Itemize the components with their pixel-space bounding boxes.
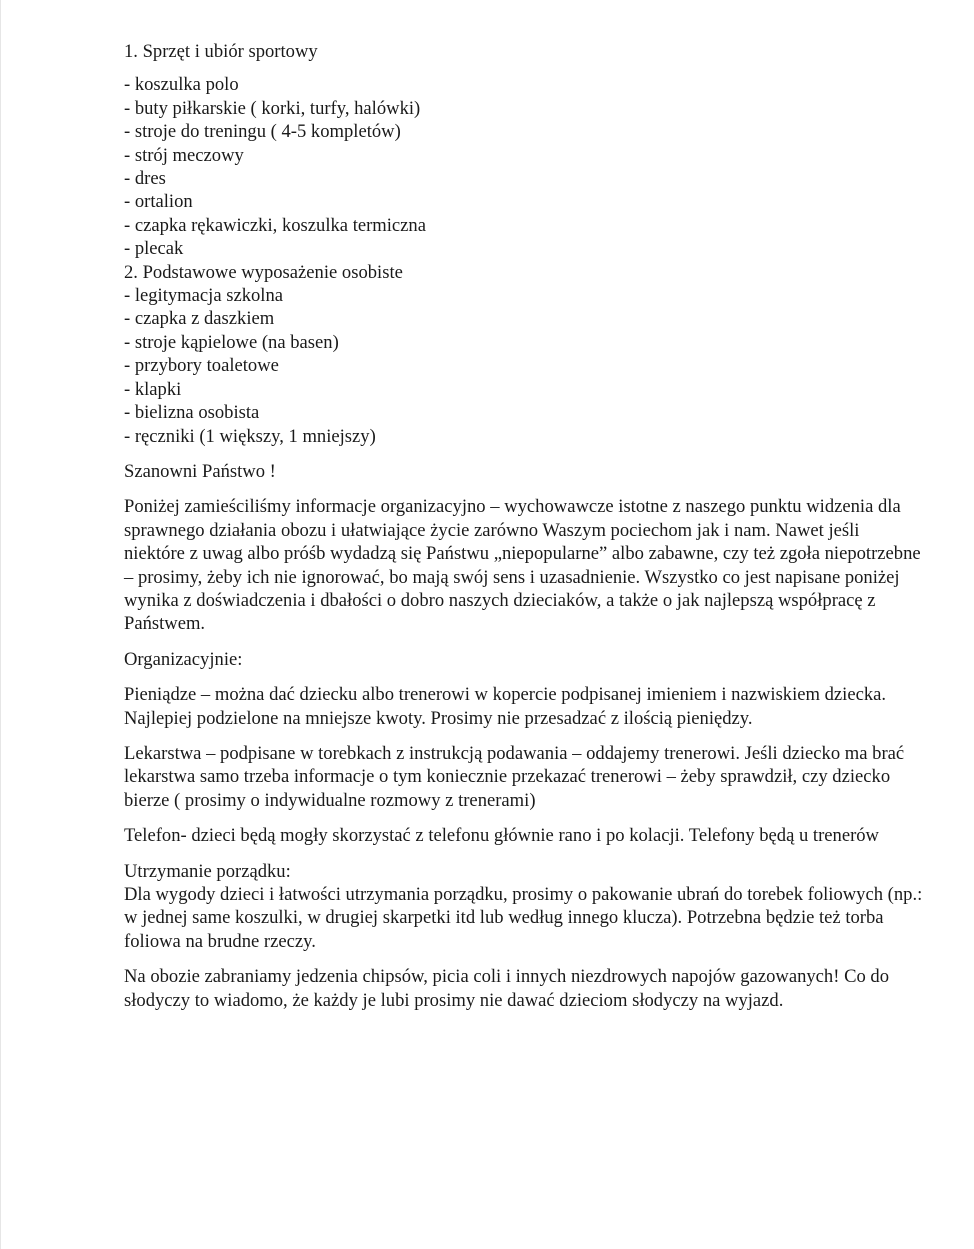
section2-heading: 2. Podstawowe wyposażenie osobiste — [124, 261, 403, 283]
list-item: - klapki — [124, 378, 182, 400]
intro-paragraph: Poniżej zamieściliśmy informacje organizacyjno – wychowawcze istotne z naszego punktu widzenia dla sprawnego działania obozu i ułatwiające życie zarówno Waszym pociechom jak i nam. Nawet jeśli niektóre z uwag albo próśb wydadzą się Państwu „niepopularne” albo zabawne, czy też zgoła niepotrzebne – prosimy, żeby ich nie ignorować, bo mają swój sens i uzasadnienie. Wszystko co jest napisane poniżej wynika z doświadczenia i dbałości o dobro naszych dzieciaków, a także o jak najlepszą współpracę z Państwem. — [124, 496, 921, 635]
section1-heading: 1. Sprzęt i ubiór sportowy — [124, 41, 318, 62]
section2-list — [124, 284, 924, 448]
list-item: - buty piłkarskie ( korki, turfy, halówki) — [124, 97, 421, 119]
order-paragraph: Dla wygody dzieci i łatwości utrzymania porządku, prosimy o pakowanie ubrań do torebek foliowych (np.: w jednej same koszulki, w drugiej skarpetki itd lub według innego klucza). Potrzebna będzie też torba foliowa na brudne rzeczy. — [124, 884, 923, 952]
greeting: Szanowni Państwo ! — [124, 460, 276, 482]
list-item: - dres — [124, 168, 166, 190]
list-item: - plecak — [124, 238, 184, 260]
document-body — [124, 40, 924, 1012]
medicine-paragraph: Lekarstwa – podpisane w torebkach z instrukcją podawania – oddajemy trenerowi. Jeśli dziecko ma brać lekarstwa samo trzeba informacje o tym koniecznie przekazać trenerowi – żeby sprawdził, czy dziecko bierze ( prosimy o indywidualne rozmowy z trenerami) — [124, 742, 905, 811]
list-item: - czapka rękawiczki, koszulka termiczna — [124, 214, 426, 236]
list-item: - stroje do treningu ( 4-5 kompletów) — [124, 121, 401, 143]
money-paragraph: Pieniądze – można dać dziecku albo trenerowi w kopercie podpisanej imieniem i nazwiskiem dziecka. Najlepiej podzielone na mniejsze kwoty. Prosimy nie przesadzać z ilością pieniędzy. — [124, 684, 887, 729]
order-heading: Utrzymanie porządku: — [124, 860, 291, 882]
phone-paragraph: Telefon- dzieci będą mogły skorzystać z telefonu głównie rano i po kolacji. Telefony będą u trenerów — [124, 825, 879, 847]
list-item: - przybory toaletowe — [124, 355, 279, 377]
list-item: - bielizna osobista — [124, 402, 260, 424]
section1-list — [124, 73, 924, 260]
list-item: - stroje kąpielowe (na basen) — [124, 331, 339, 353]
list-item: - ortalion — [124, 191, 193, 213]
list-item: - ręczniki (1 większy, 1 mniejszy) — [124, 425, 376, 447]
list-item: - legitymacja szkolna — [124, 285, 284, 307]
list-item: - koszulka polo — [124, 74, 239, 96]
food-paragraph: Na obozie zabraniamy jedzenia chipsów, picia coli i innych niezdrowych napojów gazowanych! Co do słodyczy to wiadomo, że każdy je lubi prosimy nie dawać dzieciom słodyczy na wyjazd. — [124, 966, 890, 1011]
list-item: - strój meczowy — [124, 144, 244, 166]
organizational-heading: Organizacyjnie: — [124, 648, 243, 670]
list-item: - czapka z daszkiem — [124, 308, 275, 330]
